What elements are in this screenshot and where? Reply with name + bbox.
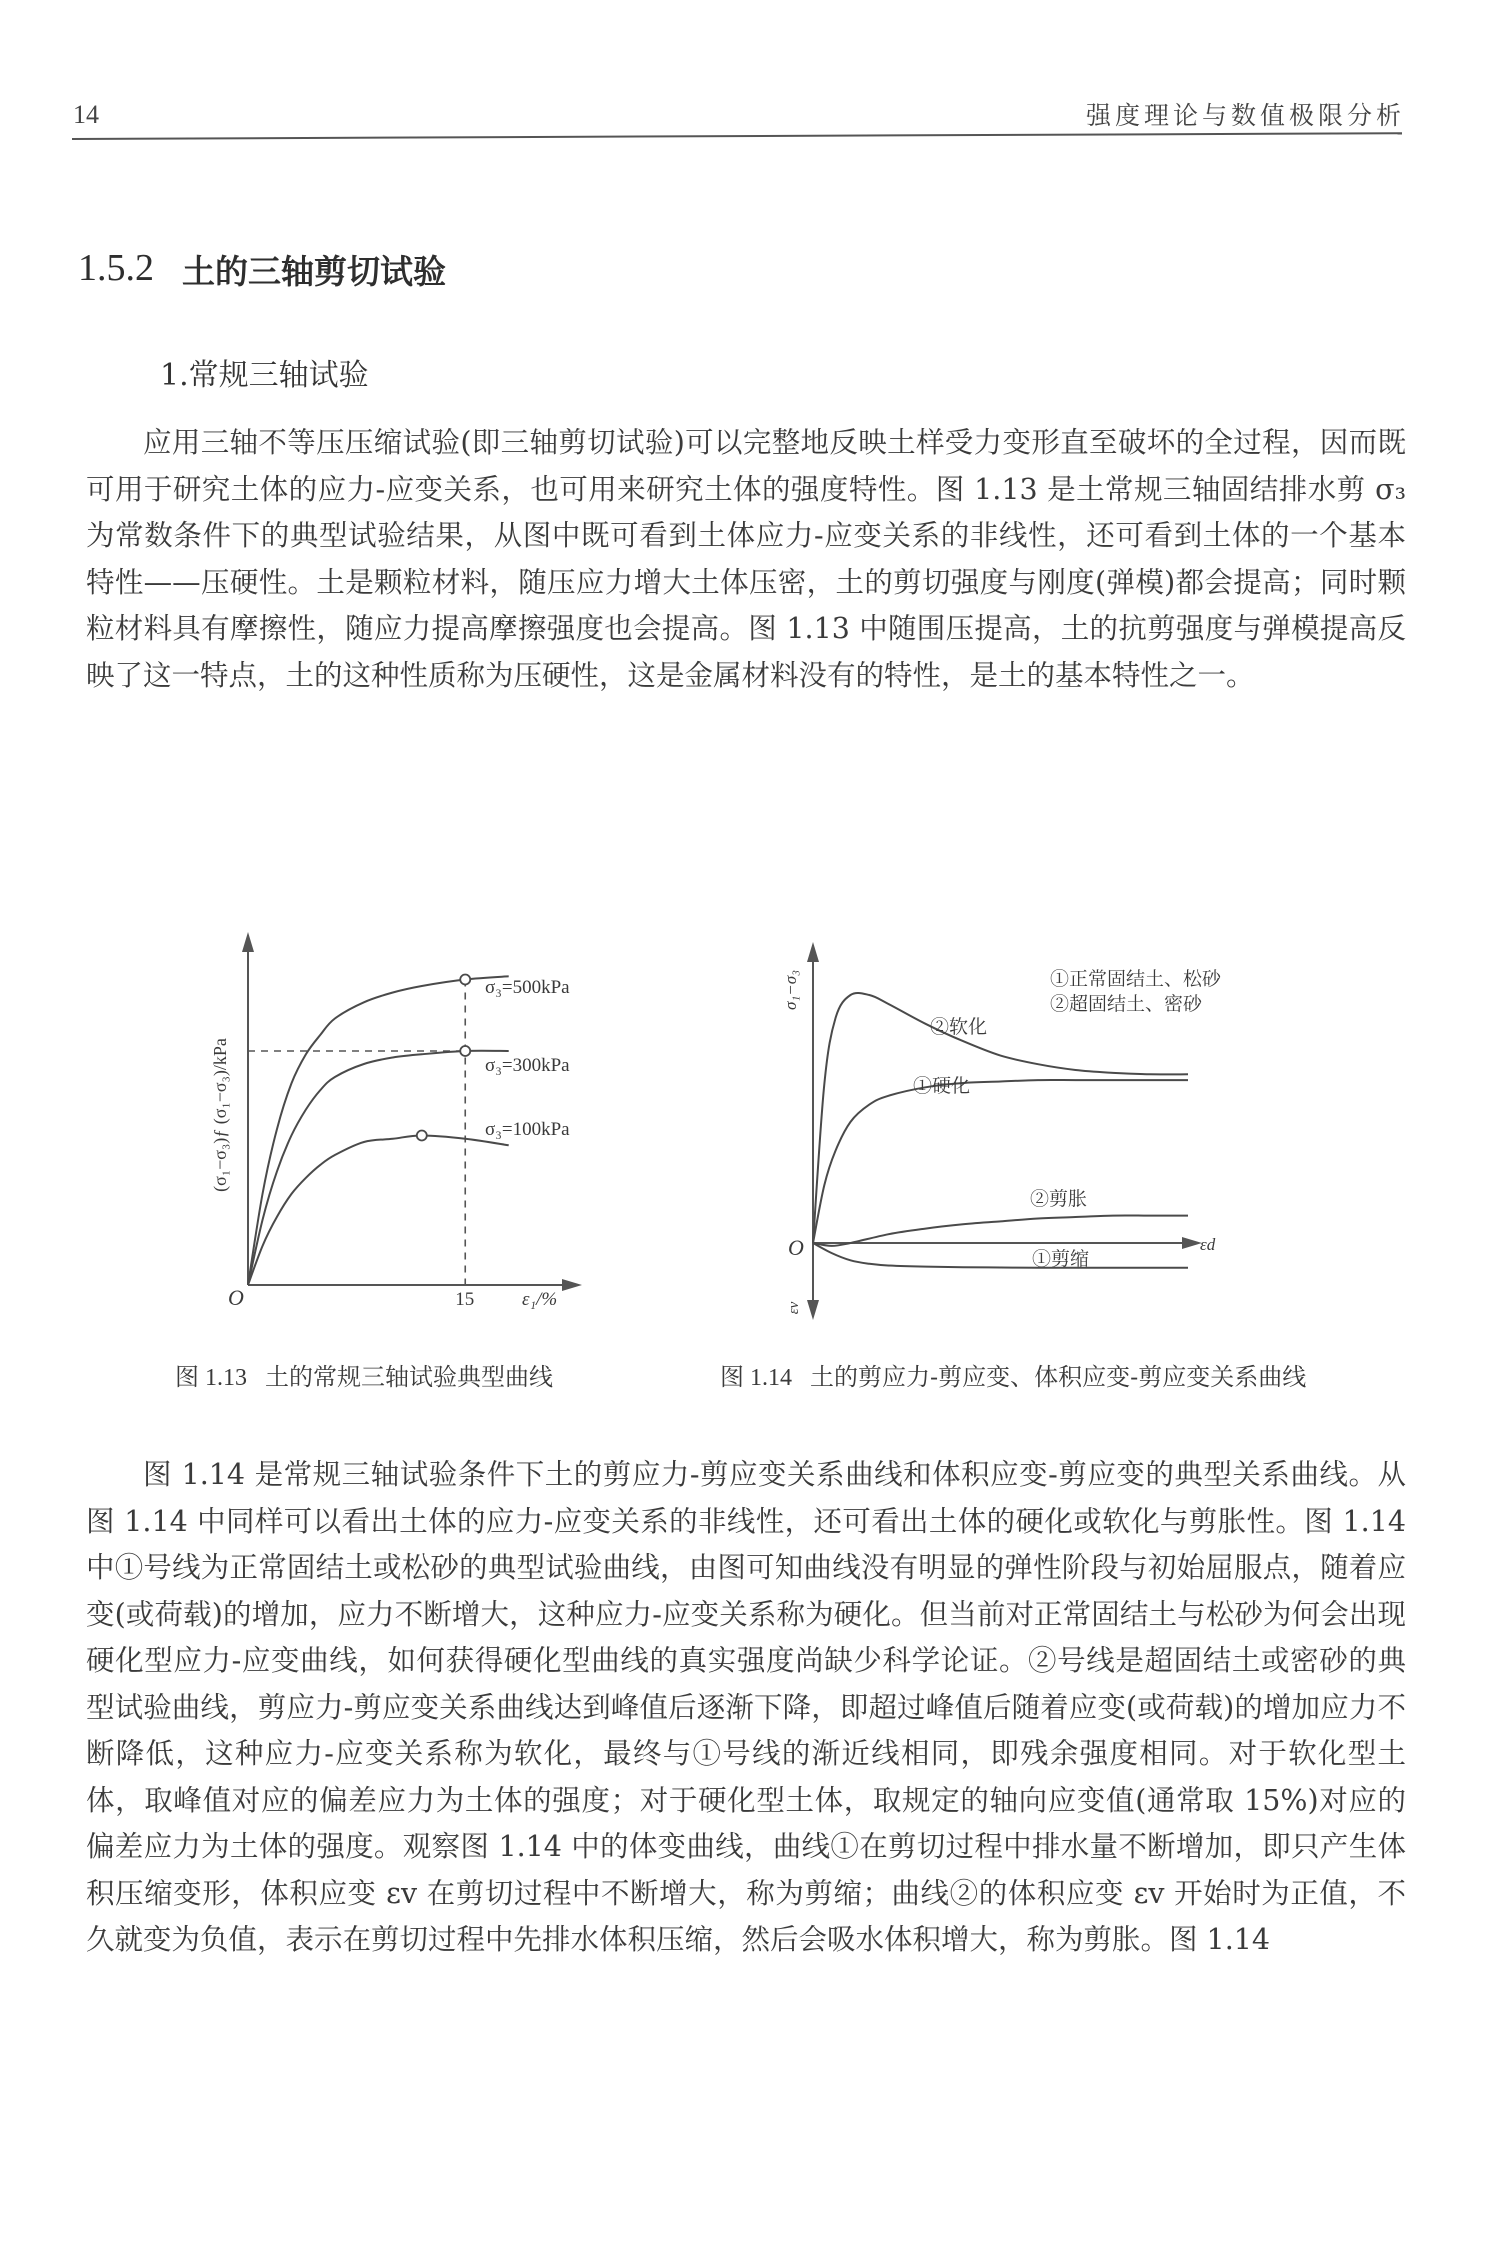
x-tick-label: 15 [455,1289,475,1310]
origin-label: O [788,1235,804,1260]
series-label: ②软化 [930,1016,988,1038]
series-label: ①硬化 [913,1075,971,1097]
section-heading [78,246,446,293]
figure-caption [175,1357,553,1392]
legend-item: ①正常固结土、松砂 [1050,968,1222,990]
series-label: σ₃=500kPa [485,977,570,998]
failure-point-marker [417,1131,427,1141]
series-line [813,1243,1188,1268]
caption-text: 土的剪应力-剪应变、体积应变-剪应变关系曲线 [810,1363,1307,1391]
x-axis-label: εd [1200,1235,1216,1254]
page-number: 14 [73,100,99,129]
figure-1-14 [760,900,1280,1320]
running-title: 强度理论与数值极限分析 [1085,101,1405,130]
paragraph: 图 1.14 是常规三轴试验条件下土的剪应力-剪应变关系曲线和体积应变-剪应变的典型关系曲线。从图 1.14 中同样可以看出土体的应力-应变关系的非线性，还可看出土体的硬化或软化与剪胀性。图 1.14 中①号线为正常固结土或松砂的典型试验曲线，由图可知曲线没有明显的弹性阶段与初始屈服点，随着应变(或荷载)的增加，应力不断增大，这种应力-应变关系称为硬化。但当前对正常固结土与松砂为何会出现硬化型应力-应变曲线，如何获得硬化型曲线的真实强度尚缺少科学论证。②号线是超固结土或密砂的典型试验曲线，剪应力-剪应变关系曲线达到峰值后逐渐下降，即超过峰值后随着应变(或荷载)的增加应力不断降低，这种应力-应变关系称为软化，最终与①号线的渐近线相同，即残余强度相同。对于软化型土体，取峰值对应的偏差应力为土体的强度；对于硬化型土体，取规定的轴向应变值(通常取 15%)对应的偏差应力为土体的强度。观察图 1.14 中的体变曲线，曲线①在剪切过程中排水量不断增加，即只产生体积压缩变形，体积应变 εv 在剪切过程中不断增大，称为剪缩；曲线②的体积应变 εv 开始时为正值，不久就变为负值，表示在剪切过程中先排水体积压缩，然后会吸水体积增大，称为剪胀。图 1.14 [86,1458,1406,1956]
caption-number: 图 1.13 [175,1365,247,1391]
series-line [813,993,1188,1243]
origin-label: O [228,1285,244,1310]
series-label: ①剪缩 [1032,1248,1090,1270]
caption-text: 土的常规三轴试验典型曲线 [265,1363,553,1391]
failure-point-marker [460,1046,470,1056]
section-number: 1.5.2 [78,247,154,289]
series-label: σ₃=100kPa [485,1119,570,1140]
y-axis-label-bottom: εv [786,1301,802,1315]
paragraph: 应用三轴不等压压缩试验(即三轴剪切试验)可以完整地反映土样受力变形直至破坏的全过程，因而既可用于研究土体的应力-应变关系，也可用来研究土体的强度特性。图 1.13 是土常规三轴固结排水剪 σ₃ 为常数条件下的典型试验结果，从图中既可看到土体应力-应变关系的非线性，还可看到土体的一个基本特性——压硬性。土是颗粒材料，随压应力增大土体压密，土的剪切强度与刚度(弹模)都会提高；同时颗粒材料具有摩擦性，随应力提高摩擦强度也会提高。图 1.13 中随围压提高，土的抗剪强度与弹模提高反映了这一特点，土的这种性质称为压硬性，这是金属材料没有的特性，是土的基本特性之一。 [86,426,1406,692]
series-line [813,1216,1188,1246]
subsection-heading: 1.常规三轴试验 [160,358,369,393]
y-axis-label: (σ₁−σ₃)ƒ (σ₁−σ₃)/kPa [210,1038,230,1192]
figure-caption [720,1357,1306,1392]
y-axis-label-top: σ₁−σ₃ [781,969,800,1011]
series-line [248,1051,509,1285]
figure-1-13 [180,880,680,1330]
series-line [248,976,509,1285]
legend-item: ②超固结土、密砂 [1050,993,1203,1015]
section-title: 土的三轴剪切试验 [182,252,446,291]
chart-1-14 [760,900,1280,1320]
chart-1-13 [180,880,680,1330]
caption-number: 图 1.14 [720,1365,792,1391]
series-line [813,1080,1188,1243]
series-line [248,1136,509,1286]
series-label: σ₃=300kPa [485,1055,570,1076]
failure-point-marker [460,975,470,985]
x-axis-label: ε₁/% [522,1289,558,1310]
series-label: ②剪胀 [1030,1188,1088,1210]
header-rule [72,132,1402,140]
